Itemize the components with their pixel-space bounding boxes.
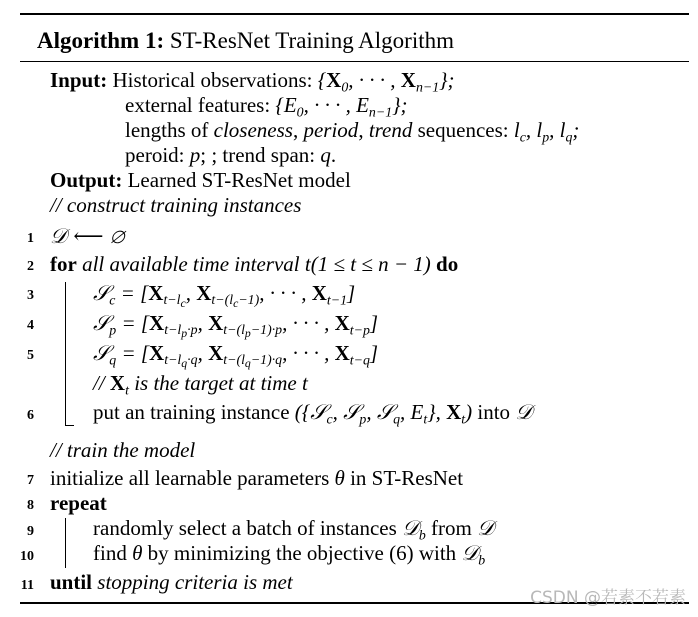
input-historical-math: {$X_0$, · · · , $X_{n-1}$}; [317, 68, 455, 95]
for-loop-bar-foot [65, 425, 74, 426]
input-external-math: {$E_0$, · · · , $E_{n-1}$}; [275, 93, 408, 120]
repeat-keyword: repeat [50, 491, 107, 515]
step-2 [50, 252, 458, 276]
line-number-9: 9 [27, 524, 34, 539]
input-label: Input: [50, 68, 108, 92]
step-6 [93, 400, 533, 427]
output-label: Output: [50, 168, 123, 192]
select-text: randomly select a batch of instances [93, 516, 397, 540]
input-historical: Historical observations: [112, 68, 318, 92]
find-text: find [93, 541, 127, 565]
title-rule [20, 61, 689, 62]
repeat-bar [65, 518, 66, 568]
input-lengths-suffix: sequences: [412, 118, 514, 142]
line-number-1: 1 [27, 231, 34, 246]
step-7 [50, 466, 463, 490]
line-number-7: 7 [27, 473, 34, 488]
from-text: from [431, 516, 472, 540]
line-number-8: 8 [27, 498, 34, 513]
step-2-math: t(1 ≤ t ≤ n − 1) [304, 252, 431, 276]
csdn-watermark: CSDN @若素不若素 [530, 588, 686, 608]
line-number-6: 6 [27, 408, 34, 423]
input-lengths-math: $l_c$, $l_p$, $l_q$; [513, 118, 580, 145]
input-p-math: p [189, 143, 201, 167]
do-keyword: do [436, 252, 459, 276]
step-10 [93, 541, 486, 568]
step-1 [50, 224, 124, 248]
algorithm-label: Algorithm 1: [37, 28, 165, 53]
find-theta-math: θ [132, 541, 143, 565]
step-3: 𝒮$_c$ = [$X_{t-l_c}$, $X_{t-(l_c-1)}$, · · · , $X_{t-1}$] [93, 281, 356, 311]
line-number-4: 4 [27, 318, 34, 333]
input-trend-span: ; trend span: [211, 143, 321, 167]
step-11 [50, 570, 293, 594]
line-number-11: 11 [20, 578, 34, 593]
input-external: external features: [125, 93, 276, 117]
into-text: into [477, 400, 511, 424]
step-5: 𝒮$_q$ = [$X_{t-l_q\cdot q}$, $X_{t-(l_q-1)\cdot q}$, · · · , $X_{t-q}$] [93, 341, 379, 371]
line-number-3: 3 [27, 288, 34, 303]
for-keyword: for [50, 252, 77, 276]
input-trend: trend [368, 118, 413, 142]
until-keyword: until [50, 570, 93, 594]
batch-math: 𝒟$_b$ [402, 516, 426, 543]
put-text: put an training instance [93, 400, 290, 424]
input-closeness: closeness [213, 118, 293, 142]
step-6-math: ({𝒮$_c$, 𝒮$_p$, 𝒮$_q$, $E_t$}, $X_t$) [294, 400, 473, 427]
for-loop-bar [65, 282, 66, 426]
input-period: period [303, 118, 359, 142]
input-lengths-prefix: lengths of [125, 118, 214, 142]
find-batch-math: 𝒟$_b$ [461, 541, 486, 568]
comment-construct: // construct training instances [50, 193, 302, 217]
line-number-2: 2 [27, 259, 34, 274]
comment-target-prefix: // [93, 371, 110, 395]
algorithm-title: ST-ResNet Training Algorithm [169, 28, 455, 53]
input-line-3: lengths of closeness, period, trend sequences: $l_c$, $l_p$, $l_q$; [125, 118, 580, 145]
step-1-math: 𝒟 ⟵ ∅ [50, 224, 125, 248]
comment-target: // $X_t$ is the target at time t [93, 371, 308, 398]
init-suffix: in ST-ResNet [350, 466, 464, 490]
top-rule [20, 13, 689, 15]
input-q-math: q [320, 143, 331, 167]
input-line-1 [50, 68, 455, 95]
input-line-2 [125, 93, 408, 120]
input-line-4: peroid: p; ; trend span: q. [125, 143, 337, 167]
step-6-dataset: 𝒟 [515, 400, 533, 424]
until-text: stopping criteria is met [97, 570, 293, 594]
line-number-10: 10 [20, 549, 34, 564]
for-text: all available time interval [82, 252, 300, 276]
step-9-dataset: 𝒟 [477, 516, 494, 540]
output-line [50, 168, 351, 192]
comment-train: // train the model [50, 438, 196, 462]
theta-math: θ [334, 466, 345, 490]
step-4: 𝒮$_p$ = [$X_{t-l_p\cdot p}$, $X_{t-(l_p-1)\cdot p}$, · · · , $X_{t-p}$] [93, 311, 379, 341]
comment-target-mid: is the target at time [128, 371, 302, 395]
algorithm-caption [37, 27, 454, 55]
line-number-5: 5 [27, 348, 34, 363]
find-mid: by minimizing the objective (6) with [147, 541, 457, 565]
output-text: Learned ST-ResNet model [127, 168, 351, 192]
init-text: initialize all learnable parameters [50, 466, 330, 490]
step-9 [93, 516, 494, 543]
input-peroid: peroid: [125, 143, 190, 167]
